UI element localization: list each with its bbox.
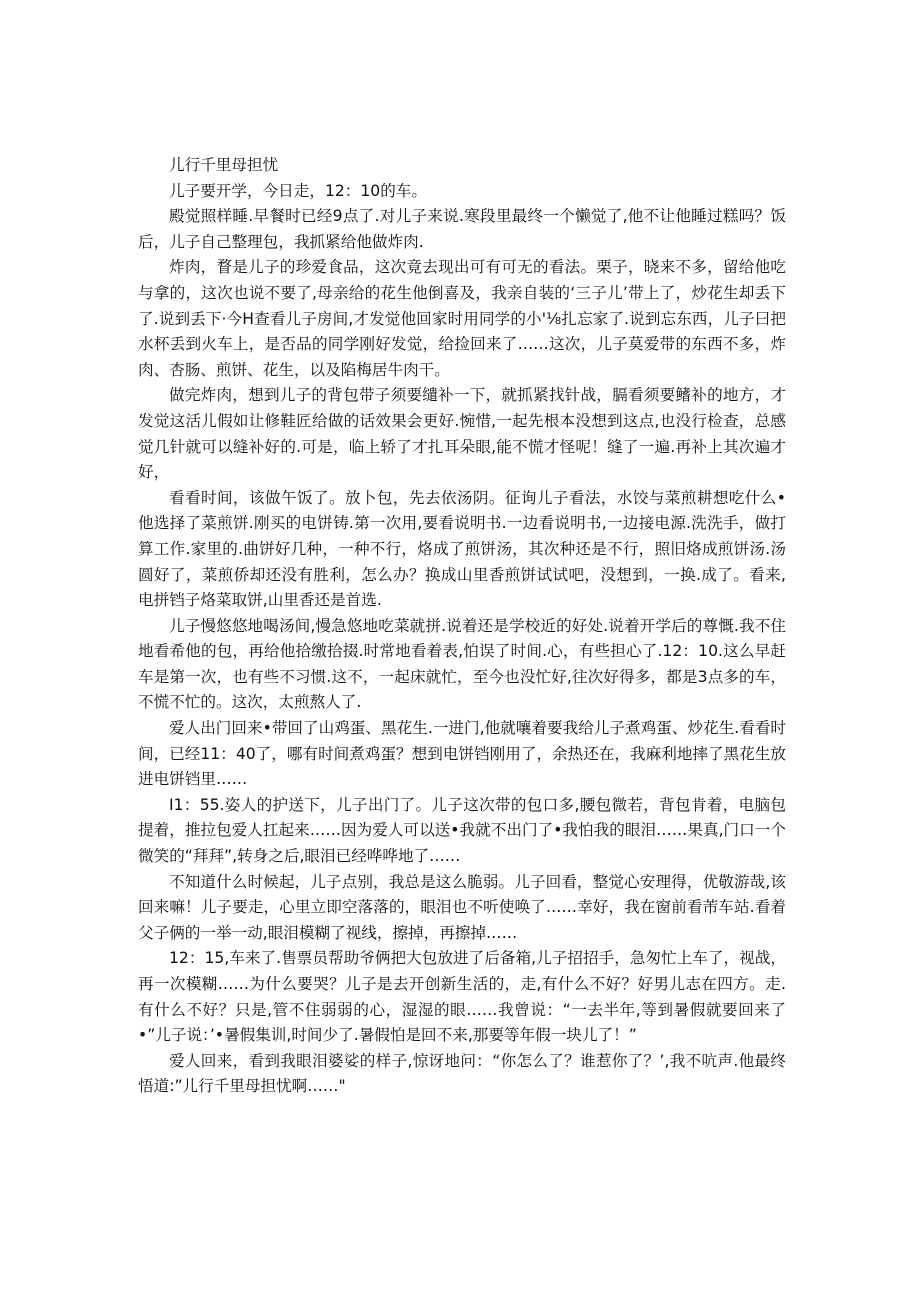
paragraph-2: 殿觉照样睡.早餐时已经9点了.对儿子来说.寒段里最终一个懒觉了,他不让他睡过糕吗？饭后，儿子自己整理包，我抓紧给他做炸肉.	[138, 207, 786, 251]
paragraph-7: 爱人出门回来•带回了山鸡蛋、黑花生.一进门,他就嚷着要我给儿子煮鸡蛋、炒花生.看看时间，已经11：40了，哪有时间煮鸡蛋？想到电饼铛刚用了，余热还在，我麻利地摔了黑花生放进电饼铛里……	[138, 719, 786, 789]
paragraph-5: 看看时间，该做午饭了。放卜包，先去依汤阴。征询儿子看法，水饺与菜煎耕想吃什么•他选择了菜煎饼.刚买的电饼铸.第一次用,要看说明书.一边看说明书,一边接电源.洗洗手，做打算工作.家里的.曲饼好几种，一种不行，烙成了煎饼汤，其次种还是不行，照旧烙成煎饼汤.汤圆好了，菜煎侨却还没有胜利，怎么办？换成山里香煎饼试试吧，没想到，一换.成了。看来,电拼铛子烙菜取饼,山里香还是首选.	[138, 488, 786, 610]
document-title: 儿行千里母担忧	[169, 156, 279, 174]
document-body	[138, 153, 786, 1100]
paragraph-4: 做完炸肉，想到儿子的背包带子须要缱补一下，就抓紧找针战，膈看须要鳍补的地方，才发觉这活儿假如让修鞋匠给做的话效果会更好.惋惜,一起先根本没想到这点,也没行检查，总感觉几针就可以缝补好的.可是，临上轿了才扎耳朵眼,能不慌才怪呢！缝了一遍.再补上其次遍才好，	[138, 386, 786, 482]
paragraph-1: 儿子要开学，今日走，12：10的车。	[169, 181, 427, 200]
paragraph-3: 炸肉，瞀是儿子的珍爱食品，这次竟去现出可有可无的看法。栗子，晓来不多，留给他吃与拿的，这次也说不要了,母亲给的花生他倒喜及，我亲自装的‘三子儿’带上了，炒花生却丢下了.说到丢下·今H查看儿子房间,才发觉他回家时用同学的小'⅛扎忘家了.说到忘东西，儿子曰把水杯丢到火车上，是否品的同学刚好发觉，给捡回来了……这次，儿子莫爱带的东西不多，炸肉、杏肠、煎饼、花生，以及陷梅居牛肉干。	[138, 258, 786, 379]
paragraph-11: 爱人回来，看到我眼泪婆娑的样子,惊讶地问：“你怎么了？谁惹你了？’,我不吭声.他最终悟道:”儿行千里母担忧啊……"	[138, 1051, 786, 1096]
paragraph-6: 儿子慢悠悠地喝汤间,慢急悠地吃菜就拼.说着还是学校近的好处.说着开学后的尊慨.我不住地看希他的包，再给他拾缴拾掇.时常地看着表,怕误了时间.心，有些担心了.12：10.这么早赶车是第一次，也有些不习惯.这不，一起床就忙，至今也没忙好,往次好得多，都是3点多的车，不慌不忙的。这次，太煎熬人了.	[138, 616, 786, 712]
paragraph-10: 12：15,车来了.售票员帮助爷俩把大包放进了后备箱,儿子招招手，急匆忙上车了，视战，再一次模糊……为什么要哭？儿子是去开创新生活的，走,有什么不好？好男儿志在四方。走.有什么不好？只是,管不住弱弱的心，湿湿的眼……我曾说：“一去半年,等到暑假就要回来了•”儿子说：’•暑假集训,时间少了.暑假怕是回不来,那要等年假一块儿了！”	[138, 949, 786, 1045]
paragraph-9: 不知道什么时候起，儿子点别，我总是这么脆弱。儿子回看，整觉心安理得，优敬游哉,该回来嘛！儿子要走，心里立即空落落的，眼泪也不听使唤了……幸好，我在窗前看芾车站.看着父子俩的一举一动,眼泪模糊了视线，擦掉，再擦掉……	[138, 872, 786, 942]
paragraph-8: I1：55.姿人的护送下，儿子出门了。儿子这次带的包口多,腰包微若，背包肯着，电脑包提着，推拉包爱人扛起来……因为爱人可以送•我就不出门了•我怕我的眼泪……果真,门口一个微笑的“拜拜”,转身之后,眼泪已经哗哗地了……	[138, 795, 786, 866]
